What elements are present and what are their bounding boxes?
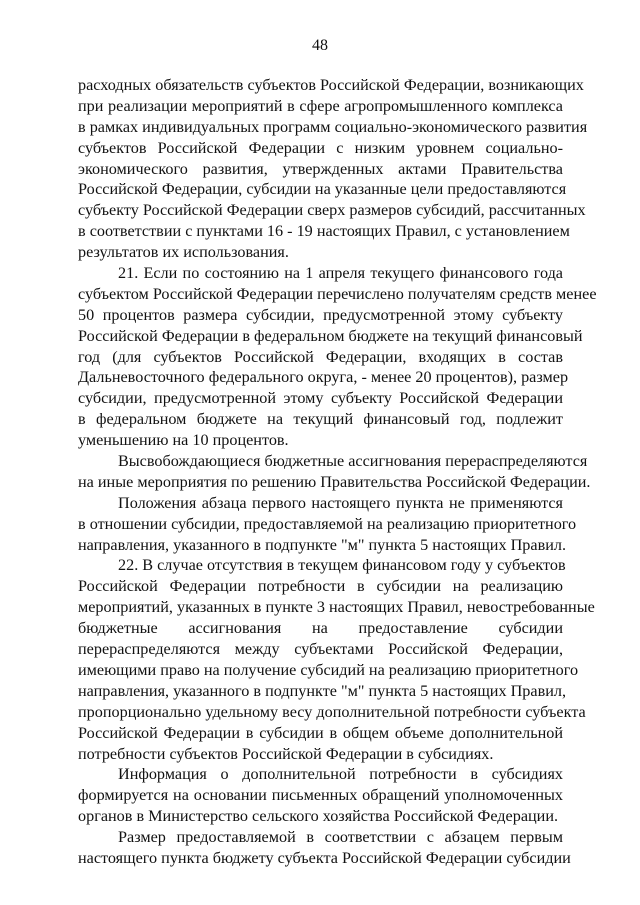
text-line: год (для субъектов Российской Федерации, входящих в состав xyxy=(78,347,563,366)
text-line: Положения абзаца первого настоящего пункта не применяются xyxy=(118,493,563,512)
text-line: направления, указанного в подпункте "м" пункта 5 настоящих Правил, xyxy=(78,681,567,700)
text-line: органов в Министерство сельского хозяйства Российской Федерации. xyxy=(78,807,559,826)
text-line: Дальневосточного федерального округа, - менее 20 процентов), размер xyxy=(78,368,569,387)
text-line: Российской Федерации в федеральном бюджете на текущий финансовый xyxy=(78,326,583,345)
text-line: при реализации мероприятий в сфере агропромышленного комплекса xyxy=(78,96,563,115)
text-line: Российской Федерации в субсидии в общем объеме дополнительной xyxy=(78,723,563,742)
text-line: Размер предоставляемой в соответствии с абзацем первым xyxy=(118,828,563,847)
text-line: субъектов Российской Федерации с низким уровнем социально- xyxy=(78,138,563,157)
text-line: бюджетные ассигнования на предоставление субсидии xyxy=(78,619,563,638)
text-line: потребности субъектов Российской Федерации в субсидиях. xyxy=(78,744,494,763)
text-line: субсидии, предусмотренной этому субъекту Российской Федерации xyxy=(78,389,563,408)
text-line: пропорционально удельному весу дополнительной потребности субъекта xyxy=(78,702,586,721)
text-line: мероприятий, указанных в пункте 3 настоящих Правил, невостребованные xyxy=(78,598,595,617)
text-line: направления, указанного в подпункте "м" пункта 5 настоящих Правил. xyxy=(78,535,567,554)
text-line: перераспределяются между субъектами Российской Федерации, xyxy=(78,640,563,659)
text-line: уменьшению на 10 процентов. xyxy=(78,431,289,450)
text-line: настоящего пункта бюджету субъекта Российской Федерации субсидии xyxy=(78,848,571,867)
text-line: Информация о дополнительной потребности в субсидиях xyxy=(118,765,563,784)
text-line: субъекту Российской Федерации сверх размеров субсидий, рассчитанных xyxy=(78,201,586,220)
text-line: Российской Федерации потребности в субсидии на реализацию xyxy=(78,577,563,596)
text-line: 21. Если по состоянию на 1 апреля текущего финансового года xyxy=(118,264,563,283)
text-line: на иные мероприятия по решению Правительства Российской Федерации. xyxy=(78,472,591,491)
text-line: в рамках индивидуальных программ социально-экономического развития xyxy=(78,117,588,136)
text-line: в соответствии с пунктами 16 - 19 настоящих Правил, с установлением xyxy=(78,222,570,241)
text-line: расходных обязательств субъектов Российской Федерации, возникающих xyxy=(78,76,584,94)
text-line: 22. В случае отсутствия в текущем финансовом году у субъектов xyxy=(118,556,566,575)
document-body xyxy=(78,75,597,869)
text-line: результатов их использования. xyxy=(78,243,289,262)
text-line: 50 процентов размера субсидии, предусмотренной этому субъекту xyxy=(78,305,563,324)
text-line: в отношении субсидии, предоставляемой на реализацию приоритетного xyxy=(78,514,577,533)
page-number: 48 xyxy=(312,37,328,54)
text-line: Российской Федерации, субсидии на указанные цели предоставляются xyxy=(78,180,567,199)
text-line: в федеральном бюджете на текущий финансовый год, подлежит xyxy=(78,410,563,429)
text-line: Высвобождающиеся бюджетные ассигнования перераспределяются xyxy=(118,452,588,471)
text-line: формируется на основании письменных обращений уполномоченных xyxy=(78,786,563,805)
text-line: имеющими право на получение субсидий на реализацию приоритетного xyxy=(78,660,579,679)
text-line: экономического развития, утвержденных актами Правительства xyxy=(78,159,563,178)
text-line: субъектом Российской Федерации перечислено получателям средств менее xyxy=(78,284,597,303)
